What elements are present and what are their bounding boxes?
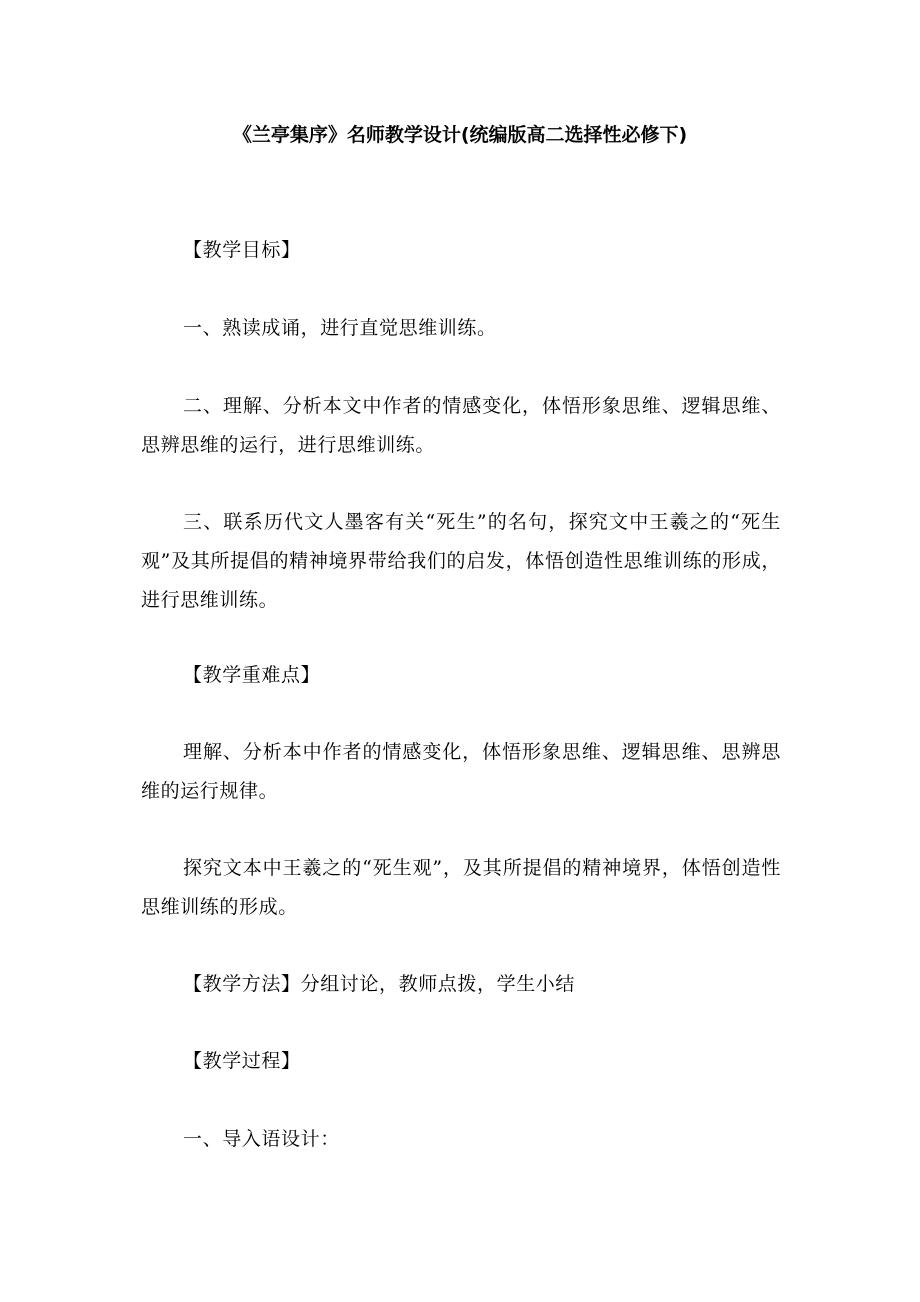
objective-2: 二、理解、分析本文中作者的情感变化，体悟形象思维、逻辑思维、思辨思维的运行，进行思维训练。 (141, 395, 781, 456)
objective-3: 三、联系历代文人墨客有关“死生”的名句，探究文中王羲之的“死生观”及其所提倡的精神境界带给我们的启发，体悟创造性思维训练的形成，进行思维训练。 (141, 511, 781, 611)
key-point-1: 理解、分析本中作者的情感变化，体悟形象思维、逻辑思维、思辨思维的运行规律。 (141, 741, 781, 802)
process-heading: 【教学过程】 (183, 1050, 301, 1072)
key-points-heading: 【教学重难点】 (183, 664, 321, 686)
objective-1: 一、熟读成诵，进行直觉思维训练。 (183, 317, 497, 339)
key-point-2: 探究文本中王羲之的“死生观”，及其所提倡的精神境界，体悟创造性思维训练的形成。 (141, 857, 781, 918)
methods-line: 【教学方法】分组讨论，教师点拨，学生小结 (183, 973, 576, 995)
objectives-heading: 【教学目标】 (183, 239, 301, 261)
document-title: 《兰亭集序》名师教学设计(统编版高二选择性必修下) (232, 124, 688, 146)
process-step-1: 一、导入语设计： (183, 1128, 340, 1150)
